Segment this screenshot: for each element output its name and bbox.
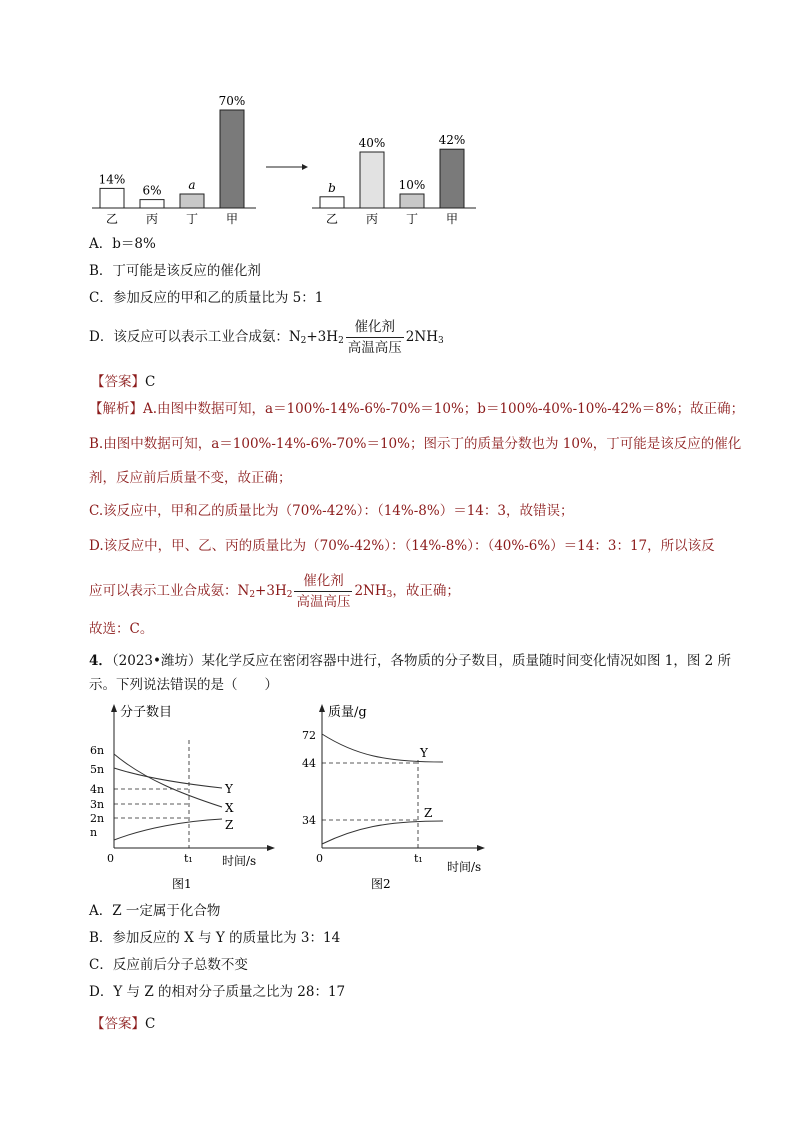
fig1-curve-z (114, 819, 222, 840)
reaction-condition: $\frac{\text{催化剂}}{\text{高温高压}}$ (347, 319, 402, 356)
q3-answer: 【答案】C (91, 374, 156, 390)
bar-chart-figure (80, 88, 500, 228)
q3-analysis-d1: D.该反应中，甲、乙、丙的质量比为（70%-42%）：（14%-8%）：（40%-6%）＝14：3：17，所以该反 (89, 538, 715, 554)
q3-option-c: C．参加反应的甲和乙的质量比为 5：1 (89, 290, 324, 306)
before-bar-label-1: 6% (142, 183, 162, 198)
after-bar-3 (440, 149, 464, 208)
fig1-axes (111, 704, 275, 851)
q4-answer: 【答案】C (91, 1016, 156, 1032)
fig2-axes (319, 704, 485, 851)
fig1-tick-0: 6n (90, 744, 105, 757)
fig2-caption: 图2 (371, 877, 391, 891)
after-bar-0 (320, 197, 344, 208)
bar-chart-before (92, 94, 256, 226)
after-bar-1 (360, 152, 384, 208)
fig1-label-x: X (225, 801, 234, 815)
fig1-tick-3: 3n (90, 798, 105, 811)
q3-analysis-b2: 剂，反应前后质量不变，故正确； (89, 470, 292, 486)
before-bar-1 (140, 200, 164, 208)
fig2-tick-72: 72 (302, 729, 316, 742)
fig1-origin: 0 (107, 852, 114, 865)
fig1-curves (114, 754, 222, 840)
q4-option-a: A．Z 一定属于化合物 (89, 903, 221, 919)
q3-analysis-c: C.该反应中，甲和乙的质量比为（70%-42%）：（14%-8%）＝14：3，故错误； (89, 503, 574, 519)
fig1-label-y: Y (225, 782, 233, 796)
figure-1-molecule-count (85, 700, 280, 895)
after-bar-label-0: b (328, 180, 336, 195)
fig2-xlabel: 时间/s (447, 860, 482, 874)
before-bar-label-3: 70% (218, 94, 246, 108)
after-category-1: 丙 (365, 212, 379, 226)
fig2-origin: 0 (316, 852, 323, 865)
fig1-xlabel: 时间/s (222, 854, 257, 868)
fig1-tick-2: 4n (90, 783, 105, 796)
fig1-tick-1: 5n (90, 763, 105, 776)
q3-option-d: D．该反应可以表示工业合成氨：$N_2+3H_2$ $\frac{\text{催化剂}}{\text{高温高压}}$ $2NH_3$ (89, 319, 444, 356)
reaction-condition-2: $\frac{\text{催化剂}}{\text{高温高压}}$ (296, 573, 351, 610)
fig1-tick-5: n (90, 826, 98, 839)
before-bar-label-2: a (188, 178, 196, 192)
figure-2-mass (295, 700, 495, 895)
q3-option-a: A．b＝8% (89, 236, 156, 252)
fig1-y-ticks (90, 744, 189, 839)
after-category-2: 丁 (405, 212, 419, 226)
after-bar-label-1: 40% (358, 136, 386, 150)
fig2-tick-44: 44 (302, 757, 316, 770)
q3-analysis-b1: B.由图中数据可知，a＝100%-14%-6%-70%＝10%；图示丁的质量分数也为 10%，丁可能是该反应的催化 (89, 436, 742, 452)
before-category-1: 丙 (145, 212, 159, 226)
q4-stem-line1: 4．（2023•潍坊）某化学反应在密闭容器中进行，各物质的分子数目，质量随时间变化情况如图 1，图 2 所 (89, 653, 732, 669)
before-bar-0 (100, 188, 124, 208)
after-bar-label-2: 10% (398, 178, 426, 192)
q3-option-b: B．丁可能是该反应的催化剂 (89, 263, 261, 279)
before-category-0: 乙 (105, 212, 119, 226)
fig2-curve-z (322, 821, 443, 844)
fig2-label-y: Y (420, 746, 428, 760)
q3-analysis-d2: 应可以表示工业合成氨：$N_2+3H_2$ $\frac{\text{催化剂}}{\text{高温高压}}$ $2NH_3$，故正确； (89, 573, 460, 610)
before-category-3: 甲 (225, 212, 239, 226)
before-bar-2 (180, 194, 204, 208)
before-bar-label-0: 14% (98, 172, 126, 187)
q4-stem-line2: 示。下列说法错误的是（ ） (89, 677, 278, 693)
before-category-2: 丁 (185, 212, 199, 226)
after-bar-2 (400, 194, 424, 208)
fig1-label-z: Z (225, 818, 234, 832)
after-bar-label-3: 42% (438, 133, 466, 148)
fig1-t1: t₁ (184, 852, 193, 865)
before-bar-3 (220, 110, 244, 208)
fig1-caption: 图1 (172, 877, 192, 891)
q4-option-d: D．Y 与 Z 的相对分子质量之比为 28：17 (89, 984, 346, 1000)
after-category-0: 乙 (325, 212, 339, 226)
fig1-curve-y (114, 768, 222, 788)
q4-option-b: B．参加反应的 X 与 Y 的质量比为 3：14 (89, 930, 341, 946)
fig2-label-z: Z (424, 806, 433, 820)
fig2-t1: t₁ (414, 852, 423, 865)
arrow-icon (266, 164, 308, 170)
fig2-ylabel: 质量/g (328, 705, 367, 720)
bar-chart-after (312, 133, 476, 226)
q3-conclusion: 故选：C。 (89, 621, 154, 637)
fig1-ylabel: 分子数目 (120, 705, 173, 720)
fig1-tick-4: 2n (90, 812, 105, 825)
q3-analysis-a: 【解析】A.由图中数据可知，a＝100%-14%-6%-70%＝10%；b＝100%-40%-10%-42%＝8%；故正确； (89, 401, 745, 417)
q4-option-c: C．反应前后分子总数不变 (89, 957, 248, 973)
after-category-3: 甲 (445, 212, 459, 226)
fig2-tick-34: 34 (302, 814, 316, 827)
